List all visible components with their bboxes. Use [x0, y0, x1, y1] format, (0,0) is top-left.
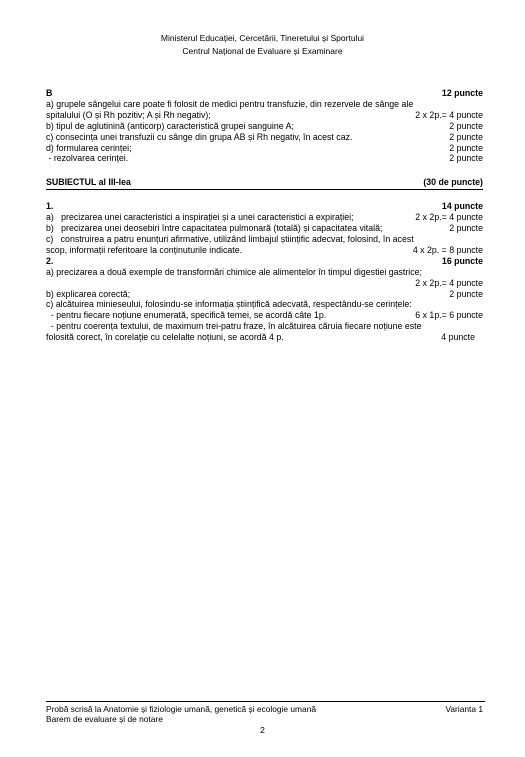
- section-b-label: B: [46, 88, 53, 98]
- item-2-c1-points: 6 x 1p.= 6 puncte: [415, 310, 483, 321]
- item-b-b: [46, 121, 483, 132]
- item-1-c-text: c) construirea a patru enunțuri afirmative, utilizând limbajul științific adecvat, folosind, în acest: [46, 233, 414, 244]
- part-1-points: 14 puncte: [441, 201, 483, 212]
- item-2-c2-text-cont: folosită corect, în corelație cu celelalte noțiuni, se acordă 4 p.: [46, 332, 284, 343]
- document-body: [46, 88, 483, 343]
- item-b-d: [46, 143, 483, 154]
- item-1-b: [46, 223, 483, 234]
- item-b-c: [46, 132, 483, 143]
- item-2-a-points: 2 x 2p.= 4 puncte: [415, 277, 483, 288]
- footer-subtitle: Barem de evaluare și de notare: [46, 714, 163, 724]
- subject-3-title: SUBIECTUL al III-lea: [46, 177, 131, 188]
- footer-divider: [46, 701, 485, 702]
- item-2-a-text: a) precizarea a două exemple de transformări chimice ale alimentelor în timpul digestiei gastrice;: [46, 266, 422, 277]
- item-1-c-text-cont: scop, informații referitoare la conținuturile indicate.: [46, 244, 243, 255]
- item-2-a-line1: [46, 267, 483, 278]
- item-1-c-points: 4 x 2p. = 8 puncte: [412, 244, 483, 255]
- footer-exam-title: Probă scrisă la Anatomie și fiziologie umană, genetică și ecologie umană: [46, 704, 317, 714]
- item-2-c2-line1: [46, 321, 483, 332]
- section-b-points: 12 puncte: [441, 88, 483, 98]
- footer: [46, 704, 483, 724]
- footer-variant: Varianta 1: [445, 704, 483, 714]
- page-number: 2: [260, 725, 265, 735]
- subject-3-heading: [46, 177, 483, 190]
- ministry-name: Ministerul Educației, Cercetării, Tineretului și Sportului: [160, 33, 365, 43]
- item-b-a-text: a) grupele sângelui care poate fi folosit de medici pentru transfuzie, din rezervele de sânge ale: [46, 98, 414, 109]
- item-b-d-text: d) formularea cerinței;: [46, 142, 132, 153]
- item-2-b-text: b) explicarea corectă;: [46, 288, 131, 299]
- item-2-c: [46, 299, 483, 310]
- item-1-a-text: a) precizarea unei caracteristici a inspirației și a unei caracteristici a expirației;: [46, 212, 354, 223]
- item-2-c-text: c) alcătuirea minieseului, folosindu-se informația științifică adecvată, respectându-se cerințele:: [46, 299, 412, 310]
- item-b-e-text: - rezolvarea cerinței.: [46, 153, 129, 164]
- item-1-c-line2: [46, 245, 483, 256]
- center-name: Centrul Național de Evaluare și Examinare: [182, 46, 343, 56]
- part-2-label: 2.: [46, 255, 54, 266]
- item-b-a-points: 2 x 2p.= 4 puncte: [415, 109, 483, 120]
- item-1-b-text: b) precizarea unei deosebiri între capacitatea pulmonară (totală) și capacitatea vitală;: [46, 223, 383, 234]
- item-2-c1-text: - pentru fiecare noțiune enumerată, specifică temei, se acordă câte 1p.: [46, 310, 327, 321]
- item-b-b-points: 2 puncte: [449, 120, 483, 131]
- part-2-points: 16 puncte: [441, 255, 483, 266]
- item-b-b-text: b) tipul de aglutinină (anticorp) caracteristică grupei sanguine A;: [46, 120, 294, 131]
- item-1-b-points: 2 puncte: [449, 223, 483, 234]
- subject-3-points: (30 de puncte): [423, 177, 483, 188]
- section-b-header: [46, 88, 483, 99]
- item-2-b: [46, 289, 483, 300]
- item-1-a-points: 2 x 2p.= 4 puncte: [415, 212, 483, 223]
- item-1-a: [46, 212, 483, 223]
- part-1-header: [46, 201, 483, 212]
- item-2-c2-points: 4 puncte: [441, 332, 475, 343]
- part-2-header: [46, 256, 483, 267]
- item-2-c2-line2: [46, 332, 483, 343]
- item-b-a-line2: [46, 110, 483, 121]
- item-b-c-points: 2 puncte: [449, 131, 483, 142]
- item-2-b-points: 2 puncte: [449, 288, 483, 299]
- item-b-a-text-cont: spitalului (O și Rh pozitiv; A și Rh negativ);: [46, 109, 211, 120]
- item-b-e: [46, 153, 483, 164]
- item-2-c1: [46, 310, 483, 321]
- item-2-c2-text: - pentru coerența textului, de maximum trei-patru fraze, în alcătuirea căruia fiecare noțiune este: [46, 321, 422, 332]
- item-1-c-line1: [46, 234, 483, 245]
- item-b-d-points: 2 puncte: [449, 142, 483, 153]
- item-b-a-line1: [46, 99, 483, 110]
- item-b-c-text: c) consecința unei transfuzii cu sânge din grupa AB și Rh negativ, în acest caz.: [46, 131, 353, 142]
- item-b-e-points: 2 puncte: [449, 153, 483, 164]
- part-1-label: 1.: [46, 201, 54, 212]
